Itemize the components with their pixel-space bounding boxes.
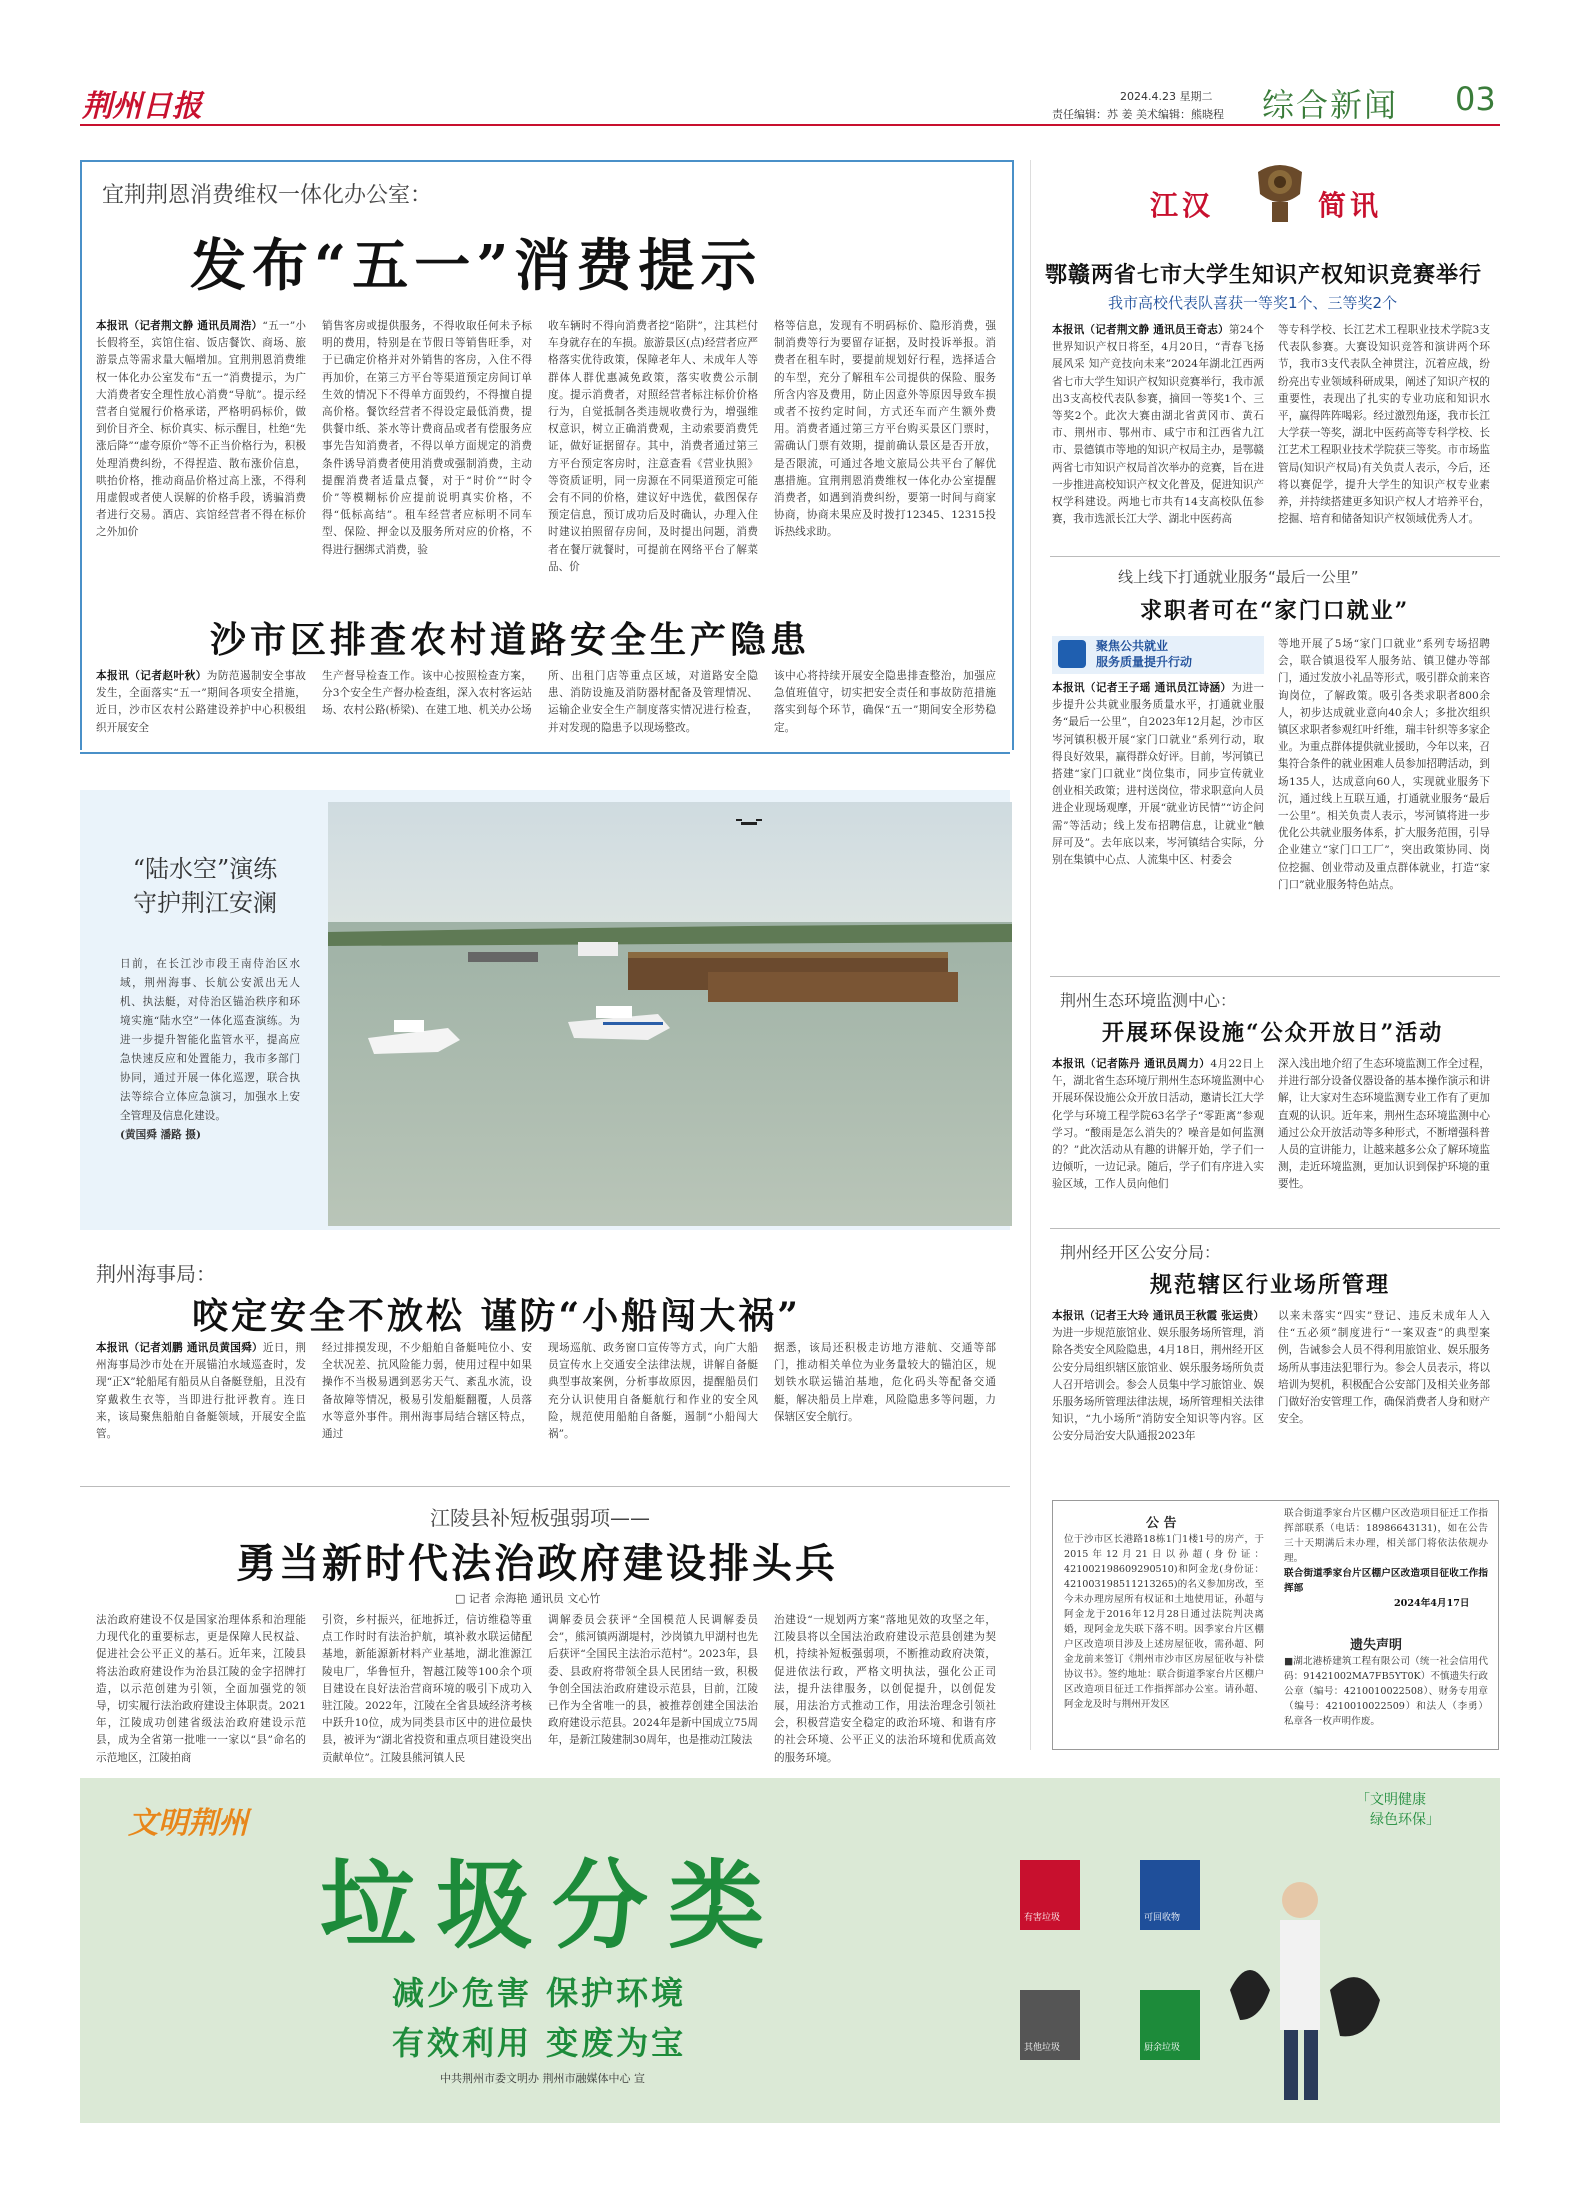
b3-col-1 [1052,1056,1264,1206]
svg-text:荆州日报: 荆州日报 [82,89,202,124]
a1-text-2: 销售客房或提供服务，不得收取任何未予标明的费用，特别是在节假日等销售旺季，对于已确定价格并对外销售的客房，入住不得再加价，在第三方平台等渠道预定房间订单生效的情况下不得单方面毁约，不得擅自提高价格。餐饮经营者不得设定最低消费，提供餐巾纸、茶水等计费商品或者有偿服务应事先告知消费者，不得以单方面规定的消费条件诱导消费者使用消费或强制消费，主动提醒消费者适量点餐，对于“时价”“时令价”等模糊标价应提前说明真实价格，不得“低标高结”。租车经营者应标明不同车型、保险、押金以及服务所对应的价格，不得进行捆绑式消费，验 [322,320,532,556]
a1-col-1 [96,318,306,648]
notice-body: 位于沙市区长港路18栋1门1楼1号的房产，于2015年12月21日以孙超(身份证：421002198609290510)和阿金龙(身份证：421003198511213265)的名义参加房改，至今未办理房屋所有权证和土地使用证，孙超与阿金龙于2016年12月28日通过法院判决离婚，现阿金龙失联下落不明。 [1064,1534,1264,1635]
b2-col-1 [1052,680,1264,970]
a4-col-3 [548,1340,758,1480]
a5-text-2: 引资，乡村振兴，征地拆迁，信访维稳等重点工作时时有法治护航，填补救水联运储配基地，新能源新材料产业基地，湖北淮源江陵电厂，华鲁恒升，智越江陵等100余个项目建设在良好法治营商环境的吸引下成功入驻江陵。2022年，江陵在全省县域经济考核中跃升10位，成为同类县市区中的进位最快县，被评为“湖北省投资和重点项目建设突出贡献单位”。江陵县熊河镇人民 [322,1614,532,1764]
bin-label-kitchen: 厨余垃圾 [1144,2043,1181,2053]
a2-text-3: 所、出租门店等重点区域，对道路安全隐患、消防设施及消防器材配备及管理情况、运输企业安全生产制度落实情况进行检查，并对发现的隐患予以现场整改。 [548,670,758,734]
a2-col-4 [774,668,996,738]
b2-bottom-rule [1050,976,1500,977]
notice-title: 公 告 [1146,1516,1177,1531]
notice-body2: 因季家台片区棚户区改造项目涉及上述房屋征收，需孙超、阿金龙前来签订《荆州市沙市区房屋征收与补偿协议书》。签约地址：联合街道季家台片区棚户区改造项目征迁工作指挥部办公室。请孙超、阿金龙及时与荆州开发区 [1064,1624,1265,1710]
b3-text-2: 深入浅出地介绍了生态环境监测工作全过程，并进行部分设备仪器设备的基本操作演示和讲解，让大家对生态环境监测专业工作有了更加直观的认识。近年来，荆州生态环境监测中心通过公众开放活动等多种形式，不断增强科普人员的宣讲能力，让越来越多公众了解环境监测，走近环境监测，更加认识到保护环境的重要性。 [1278,1058,1490,1191]
lost-text: ■湖北港桥建筑工程有限公司（统一社会信用代码：91421002MA7FB5YT0K）不慎遗失行政公章（编号：4210010022508）、财务专用章（编号：4210010022509）和法人（李勇）私章各一枚声明作废。 [1284,1656,1488,1727]
trash-bag-icon [1330,1977,1380,2036]
a2-col-3 [548,668,758,738]
a4-bottom-rule [80,1486,1010,1487]
b2-headline: 求职者可在“家门口就业” [1140,598,1410,624]
employment-logo-icon [1058,640,1086,668]
a1-text-4: 格等信息，发现有不明码标价、隐形消费，强制消费等行为要留存证据，及时投诉举报。消费者在租车时，要提前规划好行程，选择适合的车型，充分了解租车公司提供的保险、服务所含内容及费用，防止因意外等原因导致车损或者不按约定时间，方式还车而产生额外费用。消费者通过第三方平台购买景区门票时，需确认门票有效期，提前确认景区是否开放，是否限流，可通过各地文旅局公共平台了解优惠措施。宜荆荆恩消费维权一体化办公室提醒消费者，如遇到消费纠纷，要第一时间与商家协商，协商未果应及时拨打12345、12315投诉热线求助。 [774,320,996,539]
b2-pretitle: 线上线下打通就业服务“最后一公里” [1118,568,1359,586]
ad-footer: 中共荆州市委文明办 荆州市融媒体中心 宣 [440,2072,645,2085]
a4-col-1 [96,1340,306,1480]
a3-headline: “陆水空”演练 守护荆江安澜 [132,855,278,917]
b4-text-1: 为进一步规范旅馆业、娱乐服务场所管理，消除各类安全风险隐患，4月18日，荆州经开区公安分局组织辖区旅馆业、娱乐服务场所负责人召开培训会。参会人员集中学习旅馆业、娱乐服务场所管理法律法规，场所管理相关法律知识，“九小场所”消防安全知识等内容。区公安分局治安大队通报2023年 [1052,1327,1264,1443]
a5-text-3: 调解委员会获评“全国模范人民调解委员会”，熊河镇两湖堤村，沙岗镇九甲湖村也先后获评“全国民主法治示范村”。2023年，县委、县政府将带领全县人民团结一致，积极争创全国法治政府建设示范县，目前，江陵已作为全省唯一的县，被推荐创建全国法治政府建设示范县。2024年是新中国成立75周年，是新江陵建制30周年，也是推动江陵法 [548,1614,758,1747]
ad-headline: 垃圾分类 [320,1849,784,1962]
a3-credit: (黄国舜 潘路 摄) [120,1129,201,1141]
person-icon [1282,1882,1318,1918]
river-photo [328,802,1012,1226]
a5-col-1 [96,1612,306,1764]
a4-text-4: 据悉，该局还积极走访地方港航、交通等部门，推动相关单位为业务量较大的锚泊区，规划铁水联运锚泊基地，危化码头等配备交通艇，解决船员上岸难，风险隐患多等问题，力保辖区安全航行。 [774,1342,996,1423]
a2-bottom-rule [80,752,1010,754]
lost-body [1284,1654,1488,1744]
issue-date: 2024.4.23 星期二 [1120,90,1213,103]
a1-text-3: 收车辆时不得向消费者挖“陷阱”，注其栏付车身就存在的车损。旅游景区(点)经营者应严格落实优待政策，保障老年人、未成年人等群体人群优惠减免政策，落实收费公示制度。提示消费者，对照经营者标注标价价格行为，自觉抵制各类违规收费行为，增强维权意识，树立正确消费观，主动索要消费凭证，做好证据留存。其中，消费者通过第三方平台预定客房时，注意查看《营业执照》等资质证明，同一房源在不同渠道预定可能会有不同的价格，建议好中选优，截图保存预定信息，预订成功后及时确认，办理入住时建议拍照留存房间，及时提出问题，消费者在餐厅就餐时，可提前在网络平台了解菜品、价 [548,320,758,573]
b3-col-2 [1278,1056,1490,1206]
b2-text-2: 等地开展了5场“家门口就业”系列专场招聘会，联合镇退役军人服务站、镇卫健办等部门，通过发放小礼品等形式，吸引群众前来咨询岗位，了解政策。吸引各类求职者800余人，初步达成就业意向40余人；多批次组织镇区求职者参观红叶纤维，瑞丰针织等多家企业。为重点群体提供就业援助，今年以来，召集符合条件的就业困难人员参加招聘活动，到场135人，达成意向60人，实现就业服务下沉，通过线上互联互通，打通就业服务“最后一公里”。相关负责人表示，岑河镇将进一步优化公共就业服务体系，扩大服务范围，引导企业建立“家门口工厂”，突出政策协同、岗位挖掘、创业带动及重点群体就业，打造“家门口”就业服务特色站点。 [1278,638,1490,891]
b1-bottom-rule [1050,556,1500,557]
a2-text-2: 生产督导检查工作。该中心按照检查方案，分3个安全生产督办检查组，深入农村客运站场、农村公路(桥梁)、在建工地、机关办公场 [322,670,532,717]
b3-text-1: 4月22日上午，湖北省生态环境厅荆州生态环境监测中心开展环保设施公众开放日活动，邀请长江大学化学与环境工程学院63名学子“零距离”参观学习。“酸雨是怎么消失的？噪音是如何监测的？”此次活动从有趣的讲解开始，学子们一边倾听，一边记录。随后，学子们有序进入实验区域，工作人员向他们 [1052,1058,1264,1191]
a2-text-1: 为防范遏制安全事故发生，全面落实“五一”期间各项安全措施，近日，沙市区农村公路建设养护中心积极组织开展安全 [96,670,306,734]
a4-headline: 咬定安全不放松 谨防“小船闯大祸” [192,1295,801,1337]
a4-pretitle: 荆州海事局： [96,1262,216,1286]
a4-text-3: 现场巡航、政务窗口宣传等方式，向广大船员宣传水上交通安全法律法规，讲解自备艇典型事故案例，分析事故原因，提醒船员们充分认识使用自备艇航行和作业的安全风险，规范使用船舶自备艇，遏制“小船闯大祸”。 [548,1342,758,1441]
bin-label-other: 其他垃圾 [1024,2043,1061,2053]
bin-label-hazardous: 有害垃圾 [1024,1913,1061,1923]
b2-col-2 [1278,636,1490,970]
notice-sign: 联合街道季家台片区棚户区改造项目征收工作指挥部 [1284,1568,1488,1594]
logo-mark [82,84,242,124]
a1-text-1: “五一”小长假将至，宾馆住宿、饭店餐饮、商场、旅游景点等需求量大幅增加。宜荆荆恩消费维权一体化办公室发布“五一”消费提示，为广大消费者安全理性放心消费“导航”。提示经营者自觉履行价格承诺，严格明码标价，做到价目齐全、标价真实、标示醒目，杜绝“先涨后降”“虚夸原价”等不正当价格行为，积极处理消费纠纷，不得捏造、散布涨价信息，哄抬价格，推动商品价格过高上涨，不得利用虚假或者使人误解的价格手段，诱骗消费者进行交易。酒店、宾馆经营者不得在标价之外加价 [96,320,306,539]
a5-col-2 [322,1612,532,1764]
a5-col-4 [774,1612,996,1764]
ad-slogan-1: 减少危害 保护环境 [392,1974,687,2012]
a5-text-1: 法治政府建设不仅是国家治理体系和治理能力现代化的重要标志，更是保障人民权益、促进社会公平正义的基石。近年来，江陵县将法治政府建设作为治县江陵的金字招牌打造，以示范创建为引领，全面加强党的领导，切实履行法治政府建设主体职责。2021年，江陵成功创建省级法治政府建设示范县，成为全省第一批唯一一家以“县”命名的示范地区，江陵拍商 [96,1614,306,1764]
masthead-logo [82,84,242,124]
a4-text-1: 近日，荆州海事局沙市处在开展锚泊水域巡查时，发现“正X”轮船尾有船员从自备艇登船，且没有穿戴救生衣等，当即进行批评教育。连日来，该局聚焦船舶自备艇领域，开展安全监管。 [96,1342,307,1441]
ad-tag-2: 绿色环保」 [1370,1812,1440,1828]
a5-col-3 [548,1612,758,1747]
b1-text-2: 等专科学校、长江艺术工程职业技术学院3支代表队参赛。大赛设知识竞答和演讲两个环节，我市3支代表队全神贯注，沉着应战，纷纷亮出专业领域科研成果，阐述了知识产权的重要性，表现出了扎实的专业功底和知识水平，赢得阵阵喝彩。经过激烈角逐，我市长江大学获一等奖，湖北中医药高等专科学校、长江艺术工程职业技术学院获三等奖。市市场监管局(知识产权局)有关负责人表示，今后，还将以赛促学，提升大学生的知识产权专业素养，并持续搭建更多知识产权人才培养平台，挖掘、培育和储备知识产权领域优秀人才。 [1278,324,1490,526]
b4-pretitle: 荆州经开区公安分局： [1060,1243,1221,1262]
notice-col-1 [1064,1532,1264,1742]
trash-bag-icon [1230,1970,1270,2020]
a2-col-2 [322,668,532,738]
jianghan-left: 江汉 [1150,189,1215,222]
b4-col-2 [1278,1308,1490,1478]
b1-headline: 鄂赣两省七市大学生知识产权知识竞赛举行 [1045,262,1483,288]
b4-text-2: 以来未落实“四实”登记、违反未成年人入住“五必须”制度进行“一案双查”的典型案例，告诫参会人员不得利用旅馆业、娱乐服务场所从事违法犯罪行为。参会人员表示，将以培训为契机，积极配合公安部门及相关业务部门做好治安管理工作，确保消费者人身和财产安全。 [1278,1310,1490,1426]
a2-headline: 沙市区排查农村道路安全生产隐患 [210,619,811,661]
notice-body3: 联合街道季家台片区棚户区改造项目征迁工作指挥部联系（电话：18986643131)，如在公告三十天期满后未办理，相关部门将依法依规办理。 [1284,1508,1488,1564]
jianghan-right: 简讯 [1318,189,1383,222]
a1-headline: 发布“五一”消费提示 [190,233,763,299]
a2-text-4: 该中心将持续开展安全隐患排查整治，加强应急值班值守，切实把安全责任和事故防范措施落实到每个环节，确保“五一”期间安全形势稳定。 [774,670,996,734]
ad-slogan-2: 有效利用 变废为宝 [392,2024,687,2062]
page-number: 03 [1455,80,1496,118]
recycle-bins-illustration [1010,1840,1430,2120]
b1-text-1: 第24个世界知识产权日将至，4月20日，“青春飞扬展风采 知产竞技向未来”2024年湖北江西两省七市大学生知识产权知识竞赛举行，我市派出3支高校代表队参赛，摘回一等奖1个、三等奖2个。此次大赛由湖北省黄冈市、黄石市、荆州市、鄂州市、咸宁市和江西省九江市、景德镇市等地的知识产权局主办，是鄂赣两省七市知识产权局首次举办的竞赛，旨在进一步推进高校知识产权文化普及，促进知识产权学科建设。两地七市共有14支高校队伍参赛，我市选派长江大学、湖北中医药高 [1052,324,1265,526]
employment-logo-text: 聚焦公共就业 服务质量提升行动 [1096,639,1193,669]
a1-col-2 [322,318,532,648]
a5-pretitle: 江陵县补短板强弱项—— [430,1506,650,1530]
ad-tag [1356,1790,1440,1830]
b2-byline: 本报讯（记者王子瑶 通讯员江诗涵） [1052,682,1232,694]
b1-subtitle: 我市高校代表队喜获一等奖1个、三等奖2个 [1108,294,1398,312]
a3-caption [120,955,300,1155]
a2-col-1 [96,668,306,738]
b1-col-1 [1052,322,1264,552]
employment-logo [1052,636,1264,674]
notice-date: 2024年4月17日 [1394,1598,1470,1609]
b4-col-1 [1052,1308,1264,1478]
a5-text-4: 治建设“一规划两方案”落地见效的攻坚之年，江陵县将以全国法治政府建设示范县创建为契机，持续补短板强弱项，不断推动政府决策，促进依法行政，严格文明执法，强化公正司法，提升法律服务，以创促提升，以创促发展，用法治方式推动工作，用法治理念引领社会，积极营造安全稳定的政治环境、和谐有序的社会环境、公平正义的法治环境和优质高效的服务环境。 [774,1614,996,1764]
a3-caption-text: 日前，在长江沙市段王南侍治区水域，荆州海事、长航公安派出无人机、执法艇，对侍治区锚治秩序和环境实施“陆水空”一体化巡查演练。为进一步提升智能化监管水平，提高应急快速反应和处置能力，我市多部门协同，通过开展一体化巡逻，联合执法等综合立体应急演习，加强水上安全管理及信息化建设。 [120,958,300,1122]
bronze-emblem-icon [1250,154,1310,226]
section-title: 综合新闻 [1262,86,1399,124]
a4-byline: 本报讯（记者刘鹏 通讯员黄国舜） [96,1342,263,1354]
jianghan-banner [1150,140,1400,240]
a5-byline: □ 记者 佘海艳 通讯员 文心竹 [455,1592,601,1605]
b3-pretitle: 荆州生态环境监测中心： [1060,991,1237,1010]
a4-text-2: 经过排摸发现，不少船舶自备艇吨位小、安全状况差、抗风险能力弱，使用过程中如果操作不当极易遇到恶劣天气、紊乱水流，设备故障等情况，极易引发船艇翻覆，人员落水等意外事件。荆州海事局结合辖区特点，通过 [322,1342,532,1441]
river-drill-image [328,802,1012,1226]
b2-text-1: 为进一步提升公共就业服务质量水平，打通就业服务“最后一公里”，自2023年12月起，沙市区岑河镇积极开展“家门口就业”系列行动，取得良好效果，赢得群众好评。目前，岑河镇已搭建“家门口就业”岗位集市，同步宣传就业创业相关政策；进村送岗位，带求职意向人员进企业现场观摩，开展“就业访民情”“访企问需”等活动；线上发布招聘信息，让就业“触屏可及”。去年底以来，岑河镇结合实际，分别在集镇中心点、人流集中区、村委会 [1052,682,1265,867]
a5-headline: 勇当新时代法治政府建设排头兵 [236,1540,838,1587]
b3-byline: 本报讯（记者陈丹 通讯员周力） [1052,1058,1211,1070]
b3-headline: 开展环保设施“公众开放日”活动 [1102,1020,1444,1046]
editors: 责任编辑：苏 姜 美术编辑：熊晓程 [1052,108,1224,121]
a1-byline: 本报讯（记者荆文静 通讯员周浩） [96,320,263,332]
lost-title: 遗失声明 [1350,1638,1403,1653]
ad-tag-1: 「文明健康 [1356,1792,1426,1808]
b4-byline: 本报讯（记者王大玲 通讯员王秋霞 张运贵） [1052,1310,1264,1322]
header-rule [80,124,1500,126]
b4-headline: 规范辖区行业场所管理 [1150,1272,1391,1298]
a2-byline: 本报讯（记者赵叶秋） [96,670,207,682]
b1-byline: 本报讯（记者荆文静 通讯员王奇志） [1052,324,1229,336]
a4-col-2 [322,1340,532,1480]
bin-label-recyclable: 可回收物 [1144,1913,1181,1923]
wenming-badge: 文明荆州 [128,1806,248,1841]
column-divider [1030,160,1031,1750]
a1-col-4 [774,318,996,648]
b3-bottom-rule [1050,1228,1500,1229]
a1-col-3 [548,318,758,648]
b1-col-2 [1278,322,1490,552]
a4-col-4 [774,1340,996,1480]
notice-col-2 [1284,1506,1488,1618]
a1-pretitle: 宜荆荆恩消费维权一体化办公室： [102,183,433,208]
